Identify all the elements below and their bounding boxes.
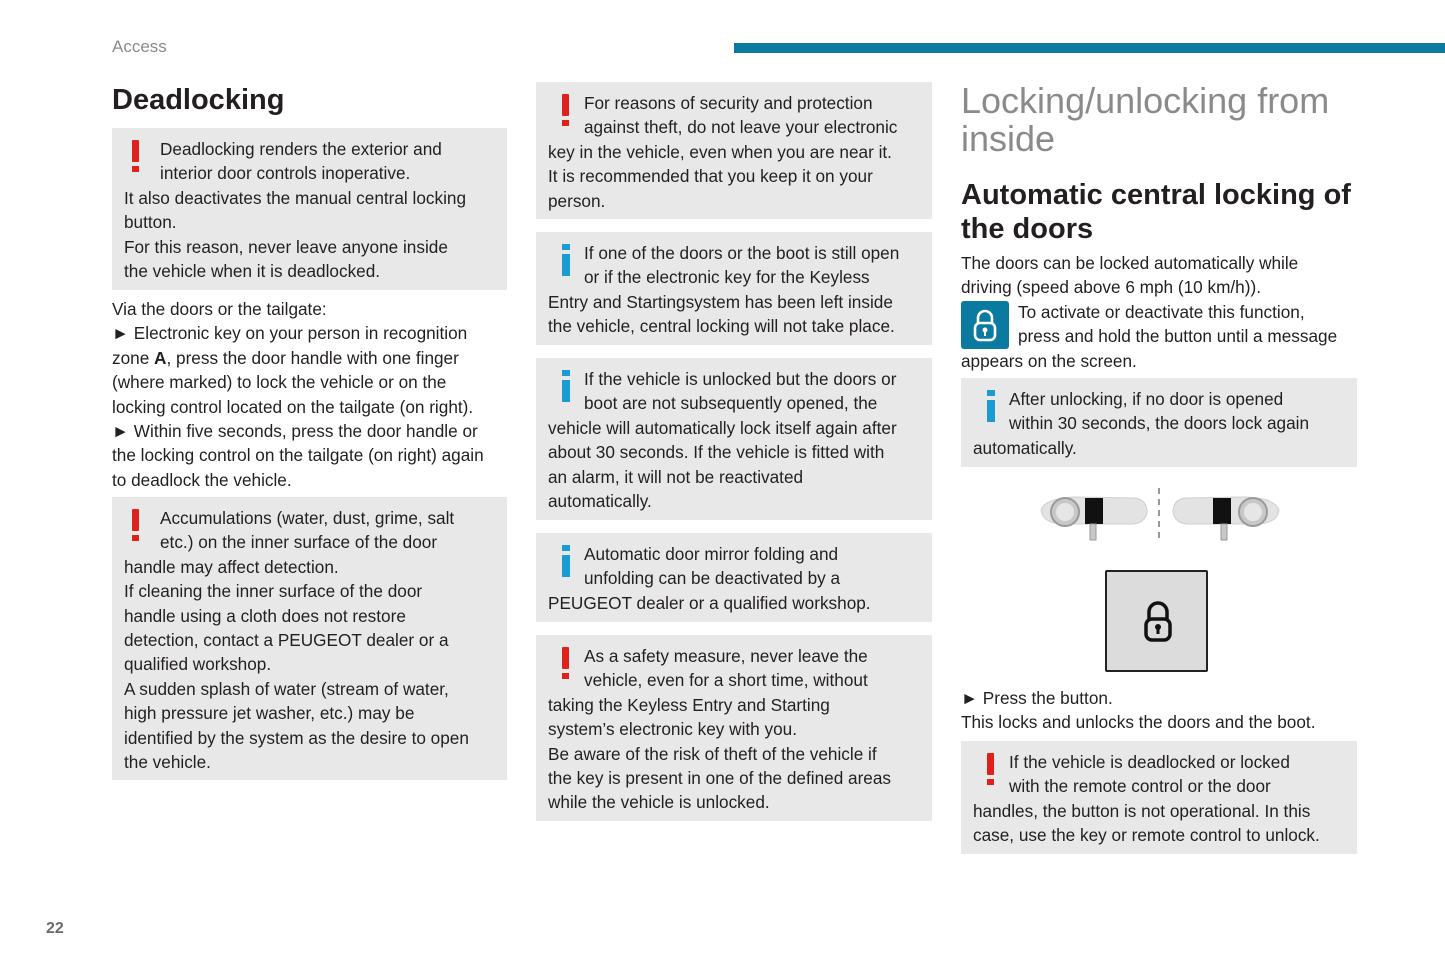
box-line: taking the Keyless Entry and Starting	[548, 694, 830, 715]
box-line: If the vehicle is deadlocked or locked	[1009, 752, 1290, 772]
box-line: about 30 seconds. If the vehicle is fitted with	[548, 442, 885, 463]
box-line: After unlocking, if no door is opened	[1009, 389, 1284, 409]
box-line: or if the electronic key for the Keyless	[584, 267, 870, 288]
central-locking-button	[1105, 570, 1208, 672]
auto-central-locking-title	[961, 178, 1381, 246]
body-line: The doors can be locked automatically while	[961, 253, 1299, 273]
safety-warning-box	[536, 635, 932, 821]
box-line: It also deactivates the manual central locking	[124, 187, 467, 208]
deadlocking-warning-box	[112, 128, 507, 290]
deadlocking-instructions	[112, 297, 512, 492]
body-line: the locking control on the tailgate (on right) again	[112, 445, 484, 466]
mirror-folding-info-box	[536, 533, 932, 622]
button-not-operational-warning-box	[961, 741, 1357, 854]
body-line: This locks and unlocks the doors and the boot.	[961, 712, 1316, 733]
zone-letter: A	[154, 347, 167, 368]
box-line: button.	[124, 212, 177, 233]
box-line: PEUGEOT dealer or a qualified workshop.	[548, 592, 871, 613]
box-line: etc.) on the inner surface of the door	[160, 532, 438, 553]
detection-warning-box	[112, 497, 507, 780]
box-line: automatically.	[548, 491, 652, 512]
box-line: vehicle, even for a short time, without	[584, 670, 868, 691]
box-line: handles, the button is not operational. In this	[973, 800, 1311, 821]
body-line: to deadlock the vehicle.	[112, 469, 292, 490]
box-line: Accumulations (water, dust, grime, salt	[160, 508, 455, 528]
subtitle-line: Automatic central locking of	[961, 179, 1351, 211]
box-line: unfolding can be deactivated by a	[584, 568, 841, 589]
door-open-info-box	[536, 232, 932, 345]
body-line: ► Within five seconds, press the door handle or	[112, 421, 478, 442]
auto-relock-info-box	[536, 358, 932, 520]
box-line: person.	[548, 190, 606, 211]
section-label: Access	[112, 37, 167, 56]
box-line: vehicle will automatically lock itself again after	[548, 417, 897, 438]
box-line: If the vehicle is unlocked but the doors or	[584, 369, 897, 389]
box-line: boot are not subsequently opened, the	[584, 393, 878, 414]
body-line: (where marked) to lock the vehicle or on the	[112, 372, 447, 393]
press-button-instructions	[961, 686, 1361, 735]
box-line: Be aware of the risk of theft of the vehicle if	[548, 743, 877, 764]
box-line: Entry and Startingsystem has been left inside	[548, 291, 893, 312]
box-line: qualified workshop.	[124, 654, 272, 675]
box-line: while the vehicle is unlocked.	[548, 792, 770, 813]
body-line: driving (speed above 6 mph (10 km/h)).	[961, 277, 1261, 298]
box-line: with the remote control or the door	[1009, 776, 1271, 797]
locking-inside-title	[961, 82, 1381, 158]
box-line: It is recommended that you keep it on your	[548, 166, 873, 187]
box-line: against theft, do not leave your electronic	[584, 117, 898, 138]
box-line: case, use the key or remote control to unlock.	[973, 825, 1320, 846]
security-warning-box	[536, 82, 932, 219]
box-line: For reasons of security and protection	[584, 93, 873, 113]
box-line: If cleaning the inner surface of the door	[124, 581, 423, 602]
body-line: locking control located on the tailgate (on right).	[112, 396, 474, 417]
box-line: identified by the system as the desire to open	[124, 727, 469, 748]
dashboard-button-location-diagram	[1035, 480, 1285, 550]
title-line: inside	[961, 118, 1056, 159]
body-line: appears on the screen.	[961, 350, 1137, 371]
box-line: automatically.	[973, 437, 1077, 458]
body-line-zone: zone A, press the door handle with one finger	[112, 347, 459, 368]
box-line: the vehicle, central locking will not take place.	[548, 316, 895, 337]
body-line: ► Press the button.	[961, 688, 1113, 708]
box-line: A sudden splash of water (stream of water,	[124, 678, 449, 699]
box-line: handle may affect detection.	[124, 556, 339, 577]
header-accent-bar	[734, 43, 1445, 53]
central-locking-button-icon	[961, 301, 1009, 349]
box-line: detection, contact a PEUGEOT dealer or a	[124, 630, 449, 651]
box-line: within 30 seconds, the doors lock again	[1009, 413, 1310, 434]
box-line: Deadlocking renders the exterior and	[160, 139, 442, 159]
body-line: To activate or deactivate this function,	[1018, 301, 1305, 322]
auto-locking-intro	[961, 251, 1361, 373]
box-line: key in the vehicle, even when you are near it.	[548, 141, 892, 162]
auto-lock-info-box	[961, 378, 1357, 467]
box-line: handle using a cloth does not restore	[124, 605, 406, 626]
box-line: system’s electronic key with you.	[548, 719, 797, 740]
title-line: Locking/unlocking from	[961, 80, 1330, 121]
box-line: the vehicle.	[124, 752, 211, 773]
body-line: press and hold the button until a message	[1018, 326, 1338, 347]
box-line: As a safety measure, never leave the	[584, 646, 868, 666]
box-line: For this reason, never leave anyone inside	[124, 236, 448, 257]
box-line: an alarm, it will not be reactivated	[548, 466, 804, 487]
deadlocking-title: Deadlocking	[112, 84, 285, 116]
body-line: ► Electronic key on your person in recognition	[112, 323, 468, 344]
subtitle-line: the doors	[961, 213, 1094, 245]
page-number: 22	[46, 920, 64, 937]
body-line: Via the doors or the tailgate:	[112, 299, 327, 319]
box-line: Automatic door mirror folding and	[584, 544, 839, 564]
box-line: the key is present in one of the defined areas	[548, 768, 892, 789]
box-line: If one of the doors or the boot is still open	[584, 243, 900, 263]
box-line: high pressure jet washer, etc.) may be	[124, 703, 415, 724]
box-line: the vehicle when it is deadlocked.	[124, 261, 381, 282]
box-line: interior door controls inoperative.	[160, 163, 411, 184]
